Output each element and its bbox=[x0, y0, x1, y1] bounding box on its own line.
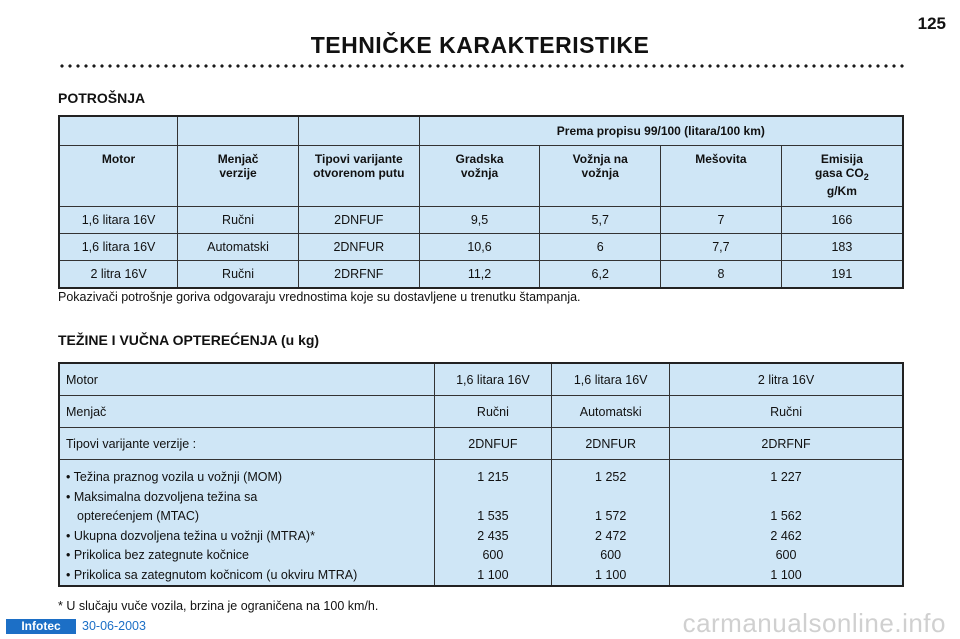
header-blank bbox=[178, 116, 299, 146]
weights-table bbox=[58, 362, 904, 587]
cell-motor: 1,6 litara 16V bbox=[434, 363, 552, 396]
regulation-group-header: Prema propisu 99/100 (litara/100 km) bbox=[419, 116, 903, 146]
cell-urban: 10,6 bbox=[419, 234, 540, 261]
table-row bbox=[59, 207, 903, 234]
header-blank bbox=[59, 116, 178, 146]
cell-gearbox: Automatski bbox=[178, 234, 299, 261]
table-row bbox=[59, 234, 903, 261]
weights-section-title: TEŽINE I VUČNA OPTEREĆENJA (u kg) bbox=[58, 332, 320, 348]
label-mtac-cont: opterećenjem (MTAC) bbox=[77, 509, 200, 523]
cell-urban: 9,5 bbox=[419, 207, 540, 234]
header-blank bbox=[298, 116, 419, 146]
header-extra-urban: Vožnja na vožnja bbox=[540, 146, 661, 207]
label-mtac: • Maksimalna dozvoljena težina sa bbox=[66, 489, 258, 504]
cell-gearbox: Ručni bbox=[434, 396, 552, 428]
weights-footnote: * U slučaju vuče vozila, brzina je ograničena na 100 km/h. bbox=[58, 599, 379, 613]
cell-motor: 1,6 litara 16V bbox=[59, 234, 178, 261]
row-label-type: Tipovi varijante verzije : bbox=[59, 428, 434, 460]
watermark: carmanualsonline.info bbox=[682, 608, 946, 638]
cell-combined: 7 bbox=[661, 207, 782, 234]
cell-motor: 1,6 litara 16V bbox=[552, 363, 670, 396]
table-row bbox=[59, 363, 903, 396]
cell-gearbox: Automatski bbox=[552, 396, 670, 428]
cell-emission: 191 bbox=[781, 261, 903, 289]
cell-type: 2DRFNF bbox=[298, 261, 419, 289]
cell-gearbox: Ručni bbox=[178, 207, 299, 234]
weights-values-col: 1 252 1 572 2 472 600 1 100 bbox=[552, 460, 670, 587]
cell-type: 2DNFUF bbox=[298, 207, 419, 234]
cell-urban: 11,2 bbox=[419, 261, 540, 289]
label-mtra: • Ukupna dozvoljena težina u vožnji (MTRA)* bbox=[66, 528, 315, 543]
page-title: TEHNIČKE KARAKTERISTIKE bbox=[310, 32, 650, 58]
cell-gearbox: Ručni bbox=[670, 396, 903, 428]
dotted-divider bbox=[58, 64, 904, 68]
cell-extra-urban: 6 bbox=[540, 234, 661, 261]
cell-extra-urban: 6,2 bbox=[540, 261, 661, 289]
row-label-gearbox: Menjač bbox=[59, 396, 434, 428]
weights-values-col: 1 215 1 535 2 435 600 1 100 bbox=[434, 460, 552, 587]
cell-extra-urban: 5,7 bbox=[540, 207, 661, 234]
consumption-note: Pokazivači potrošnje goriva odgovaraju vrednostima koje su dostavljene u trenutku štampanja. bbox=[58, 290, 581, 304]
label-trailer-braked: • Prikolica sa zategnutom kočnicom (u okviru MTRA) bbox=[66, 567, 358, 582]
label-trailer-unbraked: • Prikolica bez zategnute kočnice bbox=[66, 548, 249, 562]
weights-values-col: 1 227 1 562 2 462 600 1 100 bbox=[670, 460, 903, 587]
cell-emission: 166 bbox=[781, 207, 903, 234]
row-label-motor: Motor bbox=[59, 363, 434, 396]
footer-date: 30-06-2003 bbox=[82, 619, 146, 633]
cell-type: 2DNFUR bbox=[298, 234, 419, 261]
cell-combined: 7,7 bbox=[661, 234, 782, 261]
cell-type: 2DNFUR bbox=[552, 428, 670, 460]
label-mom: • Težina praznog vozila u vožnji (MOM) bbox=[66, 470, 283, 484]
cell-motor: 2 litra 16V bbox=[59, 261, 178, 289]
cell-type: 2DRFNF bbox=[670, 428, 903, 460]
weights-labels bbox=[59, 460, 434, 587]
infotec-logo: Infotec bbox=[6, 619, 76, 634]
cell-type: 2DNFUF bbox=[434, 428, 552, 460]
header-urban: Gradska vožnja bbox=[419, 146, 540, 207]
cell-motor: 2 litra 16V bbox=[670, 363, 903, 396]
table-row bbox=[59, 460, 903, 587]
table-row bbox=[59, 396, 903, 428]
table-row bbox=[59, 261, 903, 289]
consumption-section-title: POTROŠNJA bbox=[58, 90, 146, 106]
table-row bbox=[59, 428, 903, 460]
header-motor: Motor bbox=[59, 146, 178, 207]
header-gearbox: Menjač verzije bbox=[178, 146, 299, 207]
page-number: 125 bbox=[917, 14, 946, 33]
cell-motor: 1,6 litara 16V bbox=[59, 207, 178, 234]
consumption-table bbox=[58, 115, 904, 289]
header-emission: Emisija gasa $CO_2$ g/Km bbox=[781, 146, 903, 207]
header-type: Tipovi varijante otvorenom putu bbox=[298, 146, 419, 207]
cell-emission: 183 bbox=[781, 234, 903, 261]
cell-combined: 8 bbox=[661, 261, 782, 289]
header-combined: Mešovita bbox=[661, 146, 782, 207]
cell-gearbox: Ručni bbox=[178, 261, 299, 289]
